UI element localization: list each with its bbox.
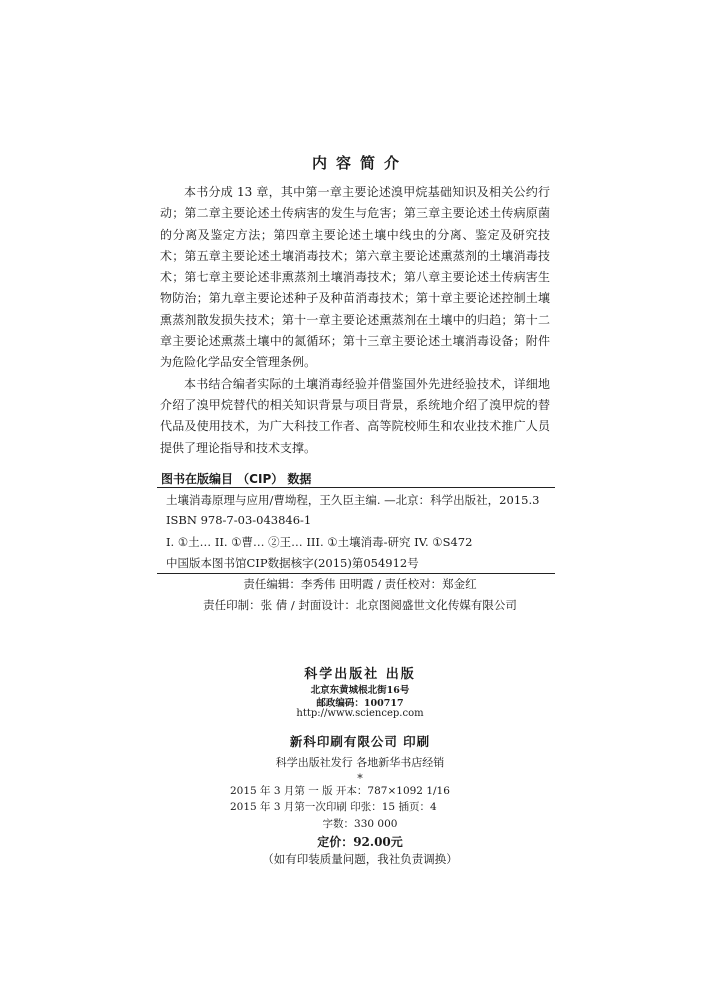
intro-body bbox=[160, 182, 550, 459]
editors-line-1: 责任编辑：李秀伟 田明霞 / 责任校对：郑金红 bbox=[243, 577, 477, 591]
cip-line-title: 土壤消毒原理与应用/曹坳程，王久臣主编. —北京：科学出版社，2015.3 bbox=[166, 493, 540, 507]
cip-line-isbn: ISBN 978-7-03-043846-1 bbox=[166, 513, 312, 527]
intro-title: 内容简介 bbox=[311, 154, 408, 172]
intro-paragraph-2: 本书结合编者实际的土壤消毒经验并借鉴国外先进经验技术，详细地介绍了溴甲烷替代的相关知识背景与项目背景，系统地介绍了溴甲烷的替代品及使用技术，为广大科技工作者、高等院校师生和农业技术推广人员提供了理论指导和技术支撑。 bbox=[160, 376, 550, 455]
intro-paragraph-1: 本书分成 13 章，其中第一章主要论述溴甲烷基础知识及相关公约行动；第二章主要论述土传病害的发生与危害；第三章主要论述土传病原菌的分离及鉴定方法；第四章主要论述土壤中线虫的分离、鉴定及研究技术；第五章主要论述土壤消毒技术；第六章主要论述熏蒸剂的土壤消毒技术；第七章主要论述非熏蒸剂土壤消毒技术；第八章主要论述土传病害生物防治；第九章主要论述种子及种苗消毒技术；第十章主要论述控制土壤熏蒸剂散发损失技术；第十一章主要论述熏蒸剂在土壤中的归趋；第十二章主要论述熏蒸土壤中的氮循环；第十三章主要论述土壤消毒设备；附件为危险化学品安全管理条例。 bbox=[160, 185, 550, 370]
editors-line-2: 责任印制：张 倩 / 封面设计：北京图阅盛世文化传媒有限公司 bbox=[203, 598, 517, 612]
edition-line: 2015 年 3 月第 一 版 开本：787×1092 1/16 bbox=[230, 785, 450, 797]
publisher-postcode: 邮政编码：100717 bbox=[316, 698, 404, 709]
separator-asterisk: * bbox=[357, 772, 363, 785]
distribution-line: 科学出版社发行 各地新华书店经销 bbox=[275, 756, 445, 769]
price: 定价：92.00元 bbox=[317, 835, 403, 849]
cip-line-classification: I. ①土… II. ①曹… ②王… III. ①土壤消毒-研究 IV. ①S472 bbox=[166, 535, 473, 549]
publisher-address: 北京东黄城根北街16号 bbox=[310, 685, 410, 696]
cip-header: 图书在版编目 （CIP） 数据 bbox=[161, 472, 312, 486]
publisher-url: http://www.sciencep.com bbox=[296, 708, 424, 719]
word-count: 字数：330 000 bbox=[322, 818, 398, 830]
quality-note: （如有印装质量问题，我社负责调换） bbox=[262, 852, 458, 866]
printer-name: 新科印刷有限公司 印刷 bbox=[289, 734, 431, 749]
publisher-name: 科学出版社 出版 bbox=[304, 667, 416, 682]
cip-line-record-number: 中国版本图书馆CIP数据核字(2015)第054912号 bbox=[166, 556, 419, 570]
printing-line: 2015 年 3 月第一次印刷 印张：15 插页：4 bbox=[230, 801, 437, 813]
